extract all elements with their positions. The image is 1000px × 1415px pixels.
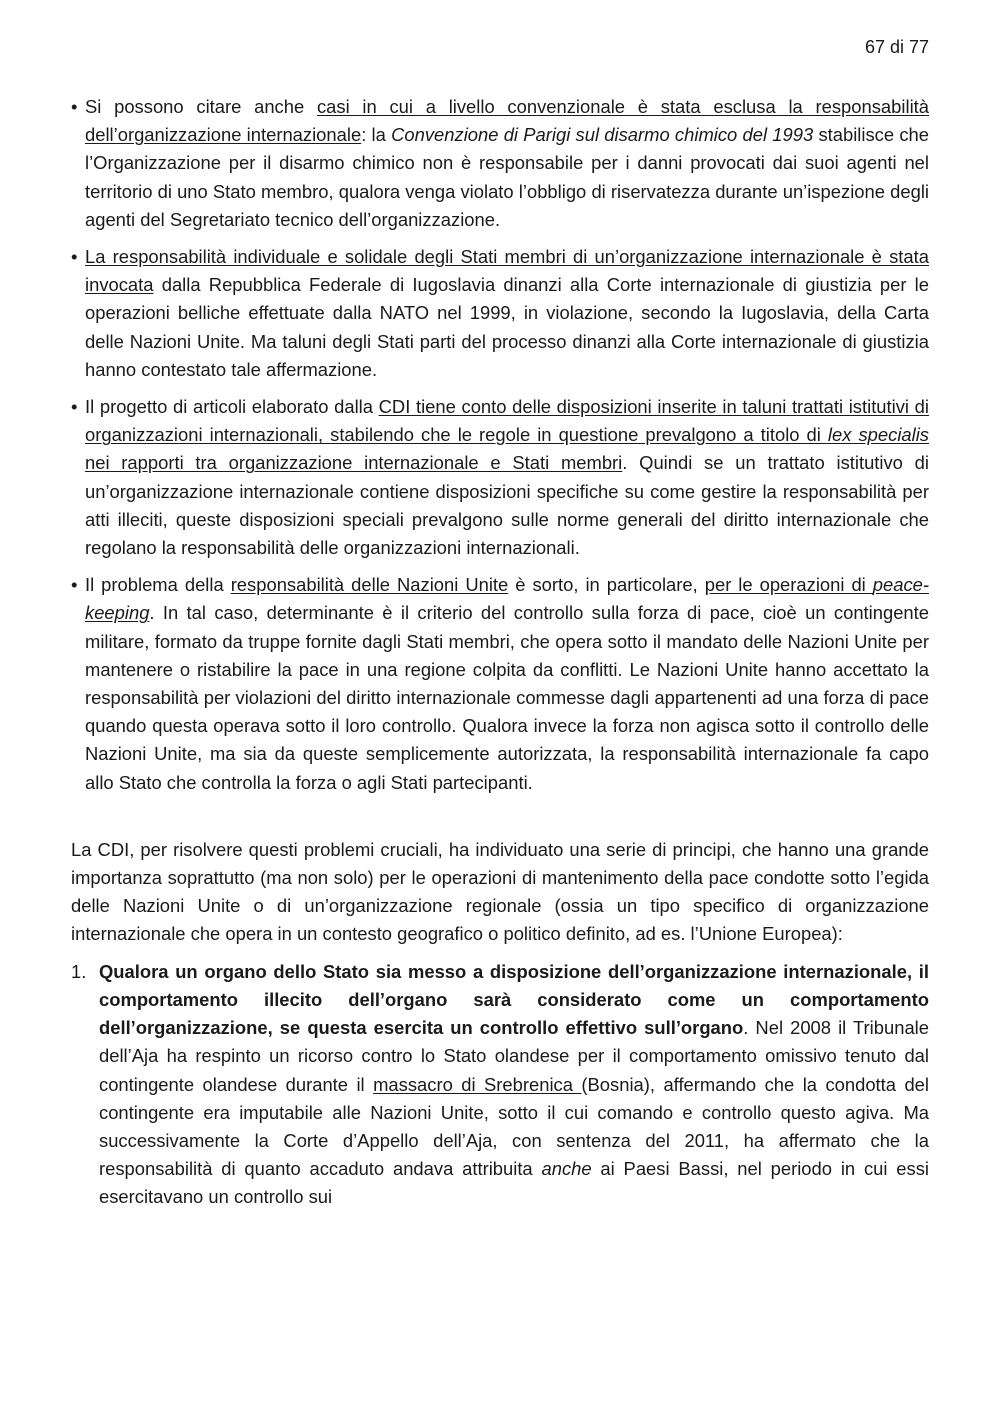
list-number: 1.: [71, 960, 87, 982]
underlined-text: responsabilità delle Nazioni Unite: [230, 574, 509, 596]
text-run: Si possono citare anche: [85, 96, 317, 117]
text-run: . Nel 2008 il Tribunale dell’Aja ha respinto un ricorso contro lo Stato olandese per il comportamento omissivo tenuto dal contingente olandese durante il: [99, 1017, 929, 1095]
text-run: . Quindi se un trattato istitutivo di un’organizzazione internazionale contiene disposizioni specifiche su come gestire la responsabilità per atti illeciti, queste disposizioni speciali prevalgono sulle norme generali del diritto internazionale che regolano la responsabilità delle organizzazioni internazionali.: [85, 452, 929, 559]
bullet-list: [71, 93, 929, 797]
italic-text: Convenzione di Parigi sul disarmo chimico del 1993: [391, 124, 814, 146]
underlined-text: nei rapporti tra organizzazione internazionale e Stati membri: [85, 452, 623, 474]
italic-text: anche: [541, 1158, 592, 1180]
underlined-text: CDI tiene conto delle disposizioni inserite in taluni trattati istitutivi di organizzazioni internazionali, stabilendo che le regole in questione prevalgono a titolo di: [85, 396, 929, 446]
text-run: (Bosnia), affermando che la condotta del contingente era imputabile alle Nazioni Unite, sotto il cui comando e controllo questo agiva. Ma successivamente la Corte d’Appello dell’Aja, con sentenza del 2011, ha affermato che la responsabilità di quanto accaduto andava attribuita: [99, 1073, 929, 1180]
underlined-text: per le operazioni di: [704, 574, 873, 596]
bullet-item-cdi-project: [71, 393, 929, 562]
numbered-item-1: [71, 958, 929, 1212]
intro-paragraph: La CDI, per risolvere questi problemi cruciali, ha individuato una serie di principi, che hanno una grande importanza soprattutto (ma non solo) per le operazioni di mantenimento della pace condotte sotto l’egida delle Nazioni Unite o di un’organizzazione regionale (ossia un tipo specifico di organizzazione internazionale che opera in un contesto geografico o politico definito, ad es. l’Unione Europea):: [71, 838, 929, 945]
bullet-item-iugoslavia: [71, 243, 929, 384]
underlined-text: massacro di Srebrenica: [373, 1073, 582, 1095]
text-run: Il problema della: [85, 574, 231, 596]
text-run: : la: [361, 124, 392, 146]
text-run: Il progetto di articoli elaborato dalla: [85, 396, 379, 418]
underlined-italic-text: peace-keeping: [85, 574, 929, 624]
bullet-item-convention: [71, 93, 929, 234]
bullet-item-peacekeeping: [71, 571, 929, 797]
text-run: è sorto, in particolare,: [508, 574, 705, 596]
underlined-text: casi in cui a livello convenzionale è stata esclusa la responsabilità dell’organizzazione internazionale: [85, 96, 929, 146]
bold-text: Qualora un organo dello Stato sia messo a disposizione dell’organizzazione internazionale, il comportamento illecito dell’organo sarà considerato come un comportamento dell’organizzazione, se questa esercita un controllo effettivo sull’organo: [99, 960, 929, 1039]
document-body: [71, 93, 929, 1212]
page-number: 67 di 77: [864, 37, 929, 57]
numbered-list: [71, 958, 929, 1212]
text-run: ai Paesi Bassi, nel periodo in cui essi esercitavano un controllo sui: [99, 1158, 929, 1208]
text-run: stabilisce che l’Organizzazione per il disarmo chimico non è responsabile per i danni provocati dai suoi agenti nel territorio di uno Stato membro, qualora venga violato l’obbligo di riservatezza durante un’ispezione degli agenti del Segretariato tecnico dell’organizzazione.: [85, 124, 929, 230]
text-run: dalla Repubblica Federale di Iugoslavia dinanzi alla Corte internazionale di giustizia per le operazioni belliche effettuate dalla NATO nel 1999, in violazione, secondo la Iugoslavia, della Carta delle Nazioni Unite. Ma taluni degli Stati parti del processo dinanzi alla Corte internazionale di giustizia hanno contestato tale affermazione.: [85, 274, 929, 380]
underlined-italic-text: lex specialis: [827, 424, 929, 446]
underlined-text: La responsabilità individuale e solidale degli Stati membri di un’organizzazione internazionale è stata invocata: [85, 246, 929, 296]
text-run: . In tal caso, determinante è il criterio del controllo sulla forza di pace, cioè un contingente militare, formato da truppe fornite dagli Stati membri, che opera sotto il mandato delle Nazioni Unite per mantenere o ristabilire la pace in una regione colpita da conflitti. Le Nazioni Unite hanno accettato la responsabilità per violazioni del diritto internazionale commesse dagli appartenenti ad una forza di pace quando questa operava sotto il loro controllo. Qualora invece la forza non agisca sotto il controllo delle Nazioni Unite, ma sia da queste semplicemente autorizzata, la responsabilità internazionale fa capo allo Stato che controlla la forza o agli Stati partecipanti.: [85, 602, 929, 793]
